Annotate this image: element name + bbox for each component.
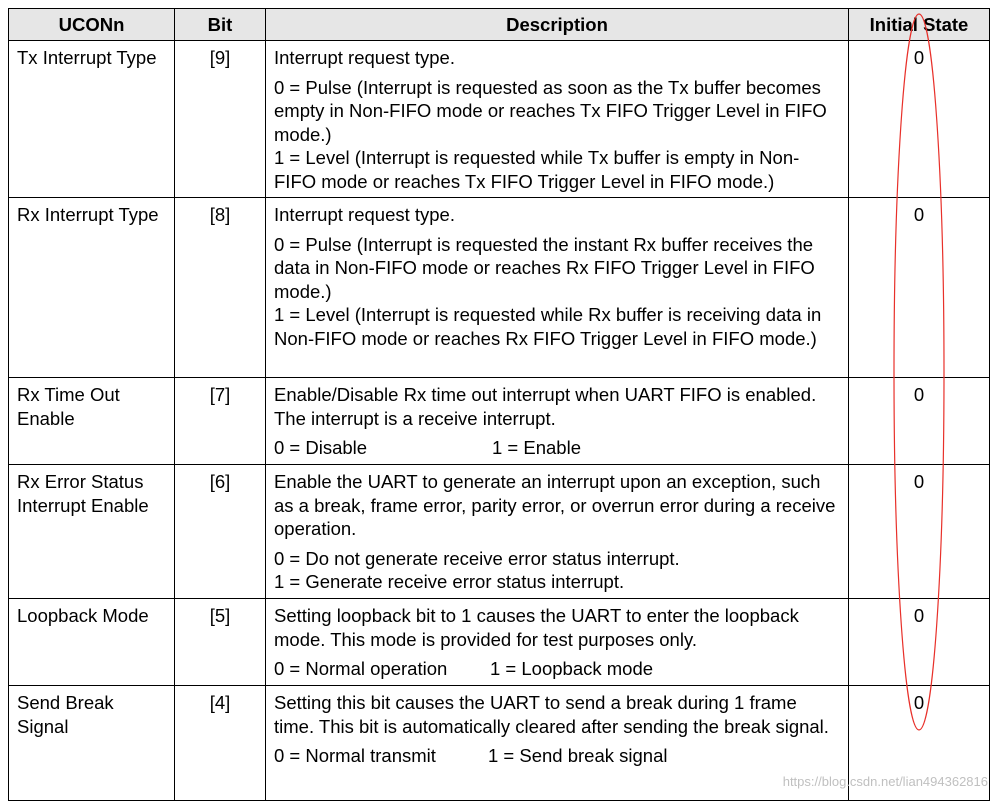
description-options bbox=[274, 657, 838, 681]
watermark: https://blog.csdn.net/lian494362816 bbox=[782, 774, 988, 789]
field-initial-state: 0 bbox=[849, 465, 990, 599]
field-description bbox=[266, 198, 849, 378]
table-row bbox=[9, 198, 990, 378]
field-name: Tx Interrupt Type bbox=[9, 41, 175, 198]
field-description bbox=[266, 378, 849, 465]
field-description bbox=[266, 465, 849, 599]
description-option-0: 0 = Normal transmit bbox=[274, 745, 436, 766]
table-row bbox=[9, 599, 990, 686]
table-row bbox=[9, 465, 990, 599]
header-initial-state: Initial State bbox=[849, 9, 990, 41]
field-name: Send Break Signal bbox=[9, 686, 175, 801]
description-intro: Interrupt request type. bbox=[274, 47, 455, 68]
field-initial-state: 0 bbox=[849, 686, 990, 801]
field-bit: [8] bbox=[175, 198, 266, 378]
description-option-1: 1 = Level (Interrupt is requested while Tx buffer is empty in Non-FIFO mode or reaches Tx FIFO Trigger Level in FIFO mode.) bbox=[274, 147, 800, 192]
description-intro: Interrupt request type. bbox=[274, 204, 455, 225]
description-intro: Setting loopback bit to 1 causes the UART to enter the loopback mode. This mode is provided for test purposes only. bbox=[274, 605, 799, 650]
header-bit: Bit bbox=[175, 9, 266, 41]
field-bit: [4] bbox=[175, 686, 266, 801]
description-option-0: 0 = Pulse (Interrupt is requested the instant Rx buffer receives the data in Non-FIFO mode or reaches Rx FIFO Trigger Level in FIFO mode.) bbox=[274, 233, 815, 302]
description-option-1: 1 = Enable bbox=[492, 437, 581, 458]
description-option-0: 0 = Pulse (Interrupt is requested as soon as the Tx buffer becomes empty in Non-FIFO mode or reaches Tx FIFO Trigger Level in FIFO mode.) bbox=[274, 76, 827, 145]
field-initial-state: 0 bbox=[849, 378, 990, 465]
field-bit: [7] bbox=[175, 378, 266, 465]
field-initial-state: 0 bbox=[849, 599, 990, 686]
field-bit: [6] bbox=[175, 465, 266, 599]
header-uconn: UCONn bbox=[9, 9, 175, 41]
header-description: Description bbox=[266, 9, 849, 41]
field-bit: [9] bbox=[175, 41, 266, 198]
table-row bbox=[9, 41, 990, 198]
description-option-0: 0 = Disable bbox=[274, 437, 368, 458]
description-option-1: 1 = Loopback mode bbox=[490, 658, 654, 679]
description-option-0: 0 = Normal operation bbox=[274, 658, 448, 679]
description-option-0: 0 = Do not generate receive error status interrupt. bbox=[274, 547, 680, 569]
description-option-1: 1 = Generate receive error status interrupt. bbox=[274, 571, 625, 592]
description-option-1: 1 = Level (Interrupt is requested while Rx buffer is receiving data in Non-FIFO mode or reaches Rx FIFO Trigger Level in FIFO mode.) bbox=[274, 304, 822, 349]
field-name: Loopback Mode bbox=[9, 599, 175, 686]
register-table bbox=[8, 8, 990, 801]
description-intro: Setting this bit causes the UART to send a break during 1 frame time. This bit is automatically cleared after sending the break signal. bbox=[274, 692, 829, 737]
field-initial-state: 0 bbox=[849, 198, 990, 378]
table-row bbox=[9, 378, 990, 465]
header-row bbox=[9, 9, 990, 41]
field-description bbox=[266, 41, 849, 198]
field-initial-state: 0 bbox=[849, 41, 990, 198]
description-intro: Enable the UART to generate an interrupt upon an exception, such as a break, frame error, parity error, or overrun error during a receive operation. bbox=[274, 471, 836, 539]
description-options bbox=[274, 744, 838, 768]
description-intro: Enable/Disable Rx time out interrupt when UART FIFO is enabled. The interrupt is a receive interrupt. bbox=[274, 384, 817, 429]
field-bit: [5] bbox=[175, 599, 266, 686]
field-description bbox=[266, 599, 849, 686]
description-option-1: 1 = Send break signal bbox=[488, 745, 668, 766]
field-description bbox=[266, 686, 849, 801]
field-name: Rx Interrupt Type bbox=[9, 198, 175, 378]
field-name: Rx Error Status Interrupt Enable bbox=[9, 465, 175, 599]
description-options bbox=[274, 436, 838, 460]
field-name: Rx Time Out Enable bbox=[9, 378, 175, 465]
